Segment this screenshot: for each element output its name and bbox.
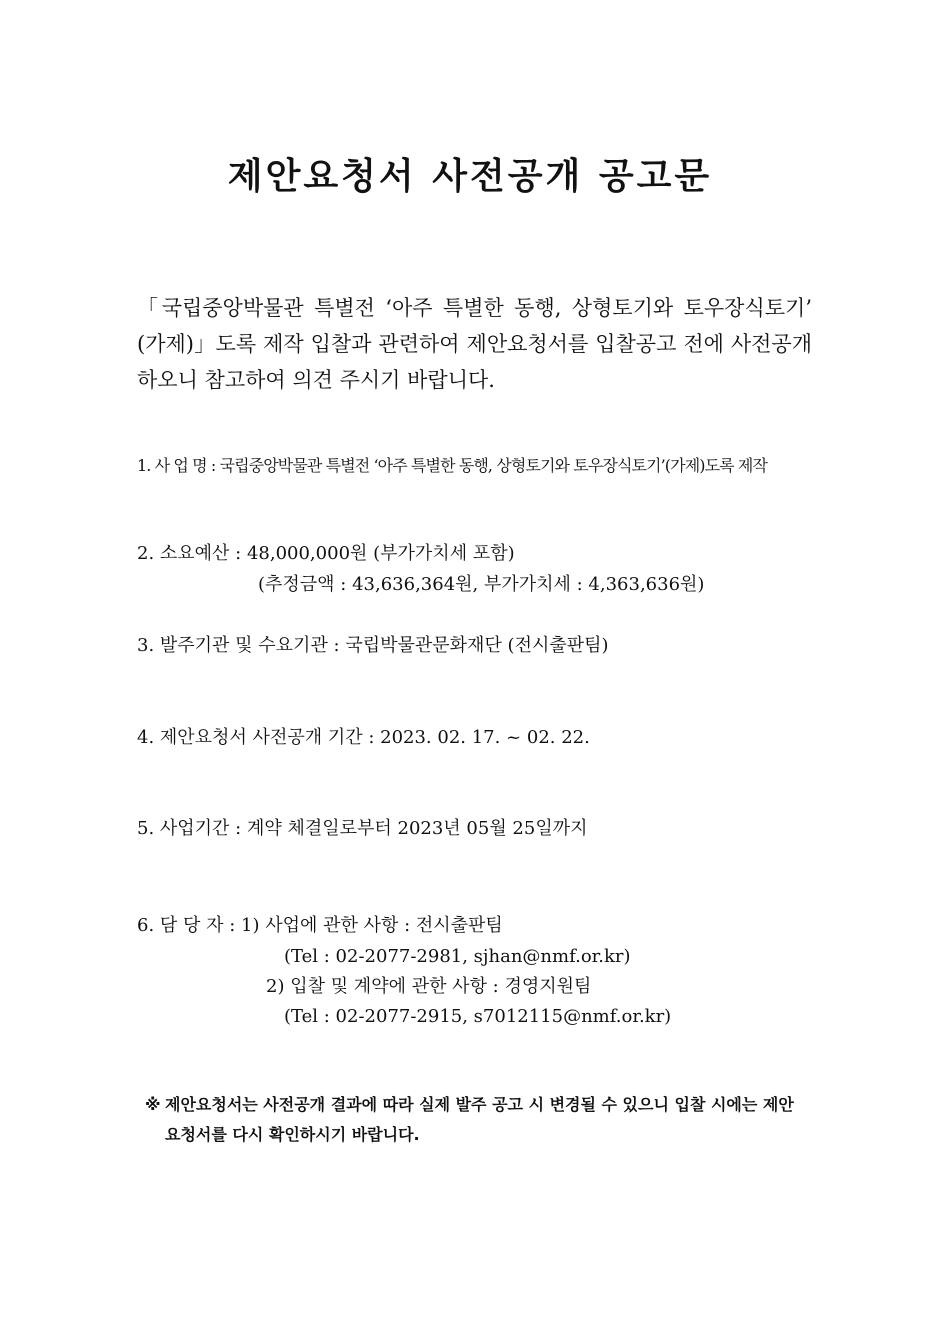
intro-paragraph: 「국립중앙박물관 특별전 ‘아주 특별한 동행, 상형토기와 토우장식토기’ (가제)」도록 제작 입찰과 관련하여 제안요청서를 입찰공고 전에 사전공개하오니 참고하여 의견 주시기 바랍니다. [137, 296, 812, 392]
item-project-period: 5. 사업기간 : 계약 체결일로부터 2023년 05월 25일까지 [137, 818, 588, 839]
item-contact-1-detail: (Tel : 02-2077-2981, sjhan@nmf.or.kr) [284, 946, 631, 967]
notice-note [145, 1090, 815, 1150]
item-budget: 2. 소요예산 : 48,000,000원 (부가가치세 포함) [137, 543, 515, 564]
page-title: 제안요청서 사전공개 공고문 [227, 156, 713, 197]
reference-mark-icon: ※ [145, 1095, 161, 1114]
item-contact-1: 6. 담 당 자 : 1) 사업에 관한 사항 : 전시출판팀 [137, 915, 503, 936]
notice-line-1: 제안요청서는 사전공개 결과에 따라 실제 발주 공고 시 변경될 수 있으니 입찰 시에는 제안 [165, 1095, 794, 1114]
item-contact-2-detail: (Tel : 02-2077-2915, s7012115@nmf.or.kr) [284, 1006, 672, 1027]
item-project-name: 1. 사 업 명 : 국립중앙박물관 특별전 ‘아주 특별한 동행, 상형토기와 토우장식토기’(가제)도록 제작 [137, 456, 768, 475]
item-disclosure-period: 4. 제안요청서 사전공개 기간 : 2023. 02. 17. ~ 02. 22. [137, 727, 590, 748]
item-agency: 3. 발주기관 및 수요기관 : 국립박물관문화재단 (전시출판팀) [137, 635, 609, 656]
item-contact-2: 2) 입찰 및 계약에 관한 사항 : 경영지원팀 [266, 976, 592, 997]
item-budget-detail: (추정금액 : 43,636,364원, 부가가치세 : 4,363,636원) [258, 574, 705, 595]
notice-line-2: 요청서를 다시 확인하시기 바랍니다. [165, 1125, 420, 1144]
